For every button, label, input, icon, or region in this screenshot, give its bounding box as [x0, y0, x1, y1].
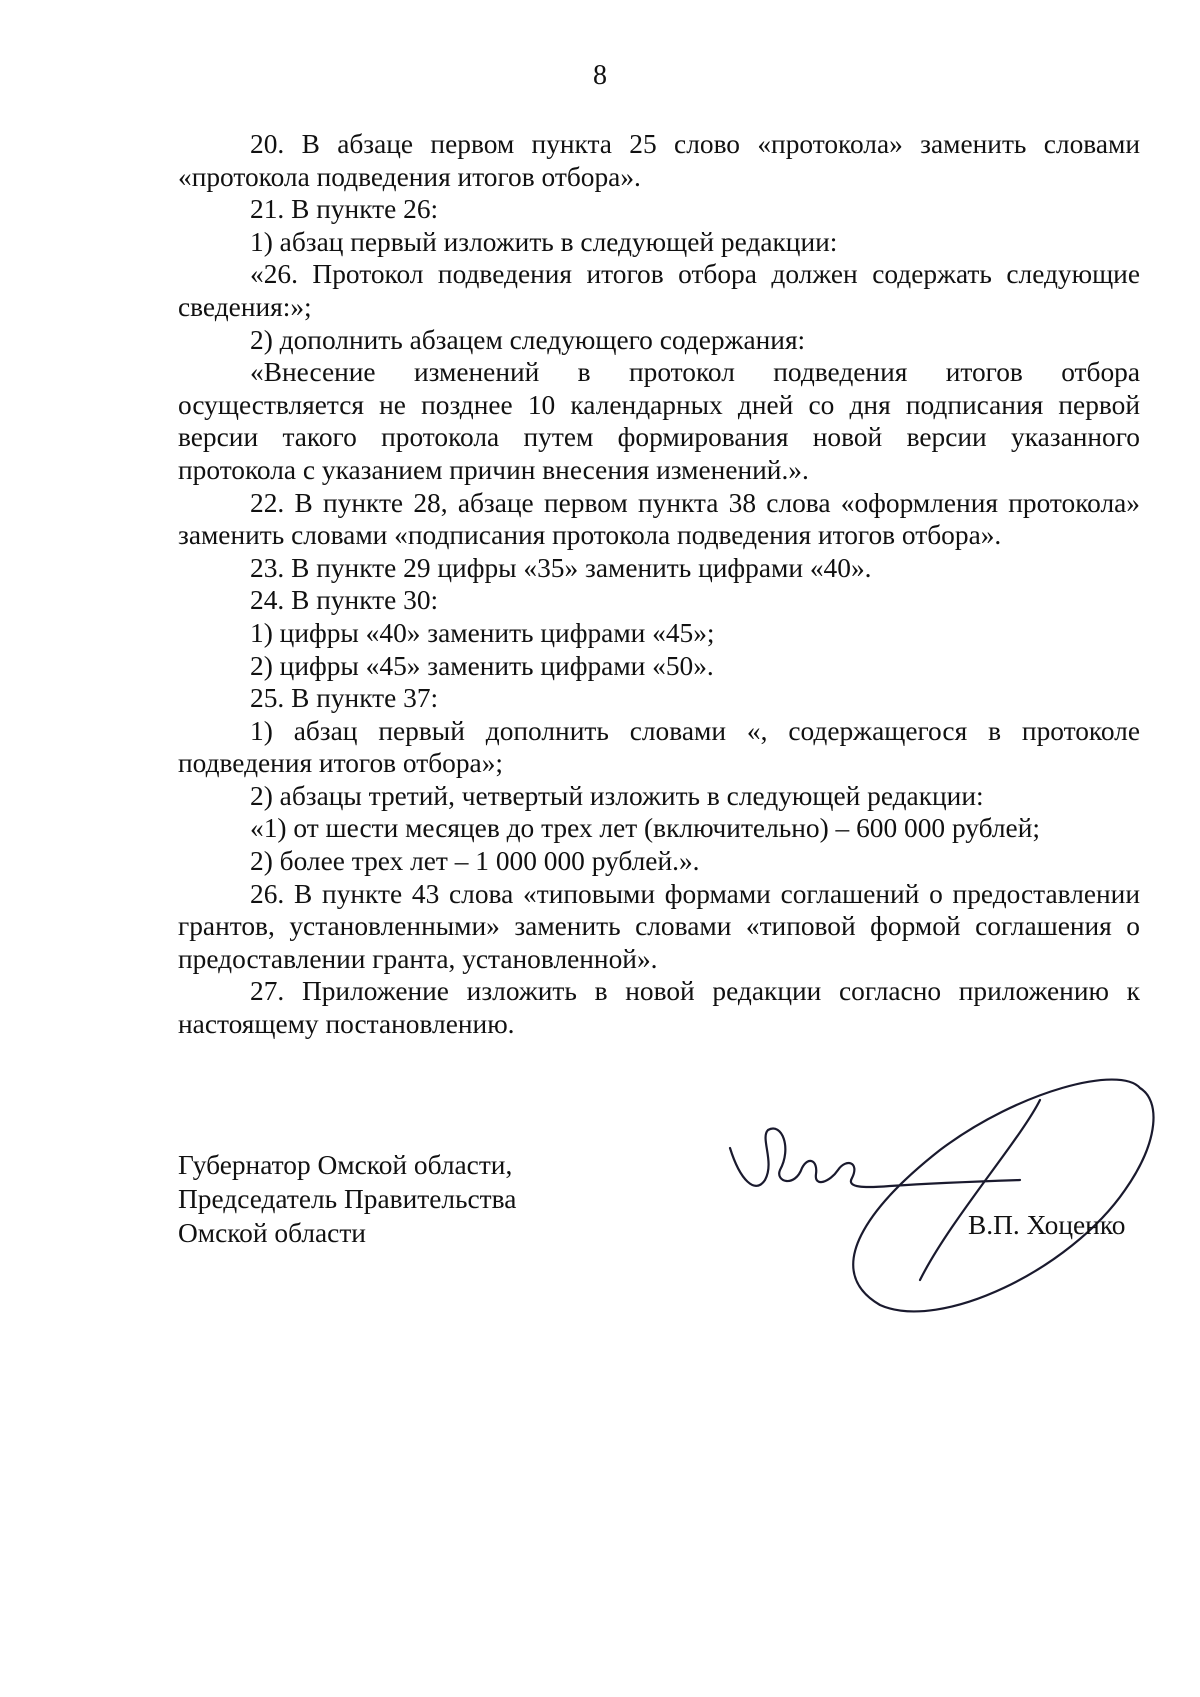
paragraph-27: 27. Приложение изложить в новой редакции согласно приложению к настоящему постановлению. — [178, 976, 1140, 1040]
paragraph-21: 21. В пункте 26: — [250, 194, 439, 225]
signatory-title-line: Омской области — [178, 1218, 366, 1248]
signatory-title-line: Губернатор Омской области, — [178, 1150, 513, 1180]
paragraph-23: 23. В пункте 29 цифры «35» заменить цифрами «40». — [250, 552, 872, 583]
paragraph-22: 22. В пункте 28, абзаце первом пункта 38 слова «оформления протокола» заменить словами «подписания протокола подведения итогов отбора». — [178, 487, 1140, 551]
paragraph-25-1: 1) абзац первый дополнить словами «, содержащегося в протоколе подведения итогов отбора»; — [178, 715, 1140, 779]
paragraph-quote-2: 2) более трех лет – 1 000 000 рублей.». — [250, 846, 700, 877]
paragraph-20: 20. В абзаце первом пункта 25 слово «протокола» заменить словами «протокола подведения итогов отбора». — [178, 129, 1140, 192]
handwritten-signature — [720, 1070, 1160, 1320]
paragraph-25-2: 2) абзацы третий, четвертый изложить в следующей редакции: — [250, 780, 984, 811]
paragraph-24-2: 2) цифры «45» заменить цифрами «50». — [250, 650, 714, 681]
paragraph-quote-amendments: «Внесение изменений в протокол подведения итогов отбора осуществляется не позднее 10 календарных дней со дня подписания первой версии такого протокола путем формирования новой версии указанного протокола с указанием причин внесения изменений.». — [178, 357, 1140, 485]
paragraph-25: 25. В пункте 37: — [250, 683, 439, 714]
paragraph-24-1: 1) цифры «40» заменить цифрами «45»; — [250, 617, 715, 648]
document-body — [178, 128, 1140, 1041]
signatory-title — [178, 1148, 516, 1250]
paragraph-21-1: 1) абзац первый изложить в следующей редакции: — [250, 226, 838, 257]
paragraph-quote-26: «26. Протокол подведения итогов отбора должен содержать следующие сведения:»; — [178, 259, 1140, 322]
signatory-title-line: Председатель Правительства — [178, 1184, 517, 1214]
signatory-name: В.П. Хоценко — [968, 1210, 1126, 1240]
paragraph-quote-1: «1) от шести месяцев до трех лет (включительно) – 600 000 рублей; — [250, 813, 1040, 844]
paragraph-26: 26. В пункте 43 слова «типовыми формами соглашений о предоставлении грантов, установленными» заменить словами «типовой формой соглашения о предоставлении гранта, установленной». — [178, 878, 1140, 974]
paragraph-24: 24. В пункте 30: — [250, 585, 439, 616]
page-number: 8 — [593, 60, 607, 91]
paragraph-21-2: 2) дополнить абзацем следующего содержания: — [250, 324, 806, 355]
